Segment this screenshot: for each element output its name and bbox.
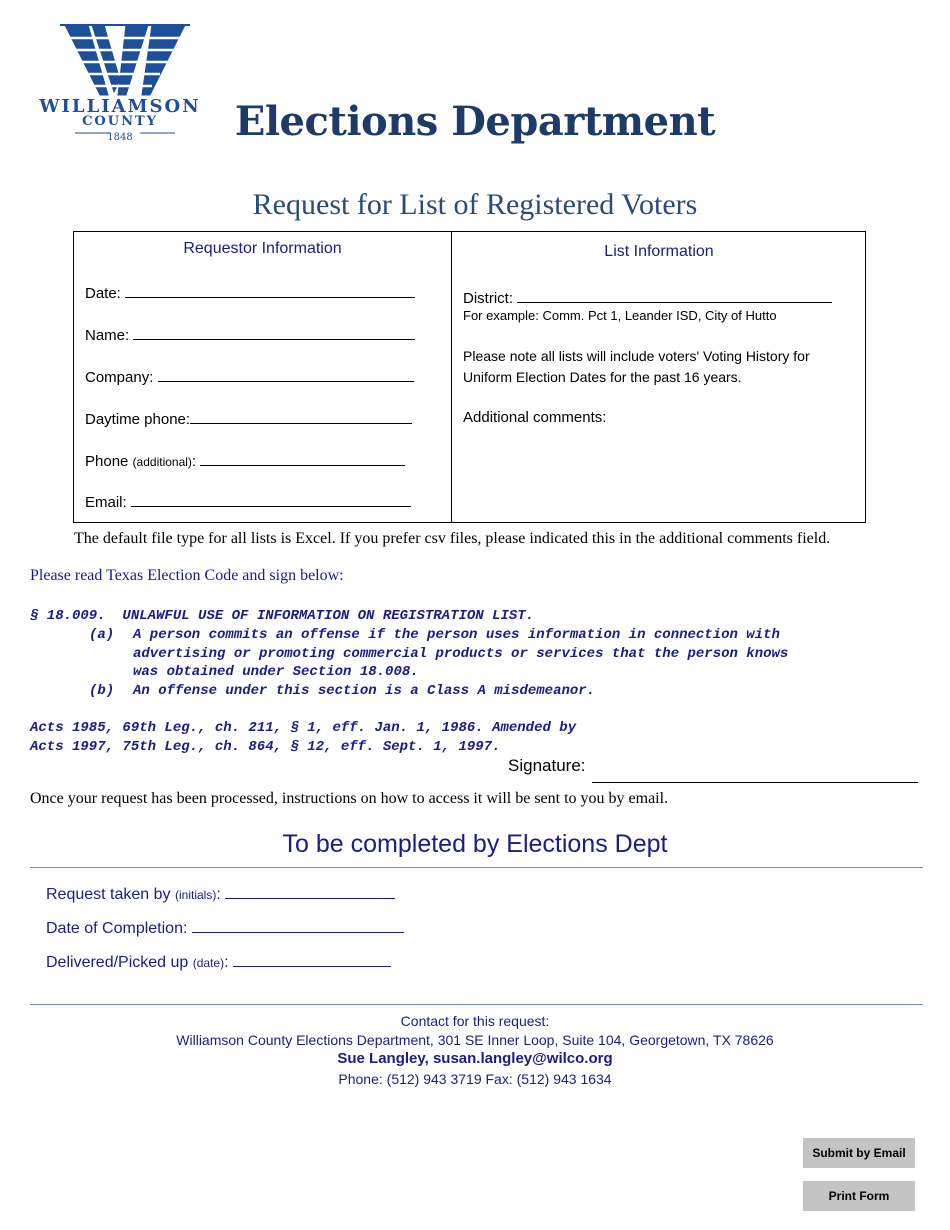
code-a-line1: A person commits an offense if the person uses information in connection with <box>133 627 780 643</box>
completion-date-field[interactable] <box>46 918 404 938</box>
page-title: Elections Department <box>234 98 716 145</box>
dept-section-heading: To be completed by Elections Dept <box>282 830 668 858</box>
company-label: Company: <box>85 369 154 386</box>
district-label: District: <box>463 290 513 307</box>
contact-address: Williamson County Elections Department, 301 SE Inner Loop, Suite 104, Georgetown, TX 78626 <box>176 1032 774 1048</box>
additional-phone-line[interactable] <box>200 451 405 466</box>
daytime-phone-field[interactable] <box>85 409 412 428</box>
request-taken-field[interactable] <box>46 884 395 904</box>
read-code-instruction: Please read Texas Election Code and sign below: <box>30 567 344 584</box>
district-field[interactable] <box>463 288 832 307</box>
email-line[interactable] <box>131 492 411 507</box>
additional-phone-field[interactable] <box>85 451 405 470</box>
phone-colon: : <box>191 453 197 470</box>
requestor-heading: Requestor Information <box>183 240 342 257</box>
daytime-phone-line[interactable] <box>190 409 412 424</box>
completion-date-label: Date of Completion: <box>46 920 188 937</box>
code-a-mark: (a) <box>89 627 115 643</box>
email-label: Email: <box>85 494 127 511</box>
name-label: Name: <box>85 327 130 344</box>
dept-top-divider <box>30 867 923 868</box>
logo-year: 1848 <box>107 132 133 143</box>
code-acts-line2: Acts 1997, 75th Leg., ch. 864, § 12, eff. Sept. 1, 1997. <box>30 739 501 755</box>
list-info-heading: List Information <box>604 243 714 260</box>
code-b-text: An offense under this section is a Class A misdemeanor. <box>133 683 596 699</box>
code-a-line3: was obtained under Section 18.008. <box>133 664 419 680</box>
default-file-note: The default file type for all lists is Excel. If you prefer csv files, please indicated this in the additional comments field. <box>74 530 831 547</box>
delivered-field[interactable] <box>46 952 391 972</box>
company-field[interactable] <box>85 367 414 386</box>
delivered-colon: : <box>224 954 229 971</box>
contact-person: Sue Langley, susan.langley@wilco.org <box>337 1050 613 1067</box>
logo-county: COUNTY <box>82 114 158 129</box>
delivered-qualifier: (date) <box>192 956 225 970</box>
date-line[interactable] <box>125 283 415 298</box>
delivered-line[interactable] <box>233 952 391 967</box>
district-line[interactable] <box>517 288 832 303</box>
request-taken-label: Request taken by <box>46 886 171 903</box>
processed-note: Once your request has been processed, instructions on how to access it will be sent to you by email. <box>30 790 669 807</box>
company-line[interactable] <box>158 367 414 382</box>
district-example: For example: Comm. Pct 1, Leander ISD, City of Hutto <box>463 308 777 323</box>
form-subtitle: Request for List of Registered Voters <box>252 188 698 221</box>
phone-label: Phone <box>85 453 129 470</box>
code-section-heading: § 18.009. UNLAWFUL USE OF INFORMATION ON REGISTRATION LIST. <box>30 608 535 624</box>
history-note-line2: Uniform Election Dates for the past 16 years. <box>463 369 742 385</box>
code-acts-line1: Acts 1985, 69th Leg., ch. 211, § 1, eff. Jan. 1, 1986. Amended by <box>30 720 577 736</box>
name-line[interactable] <box>133 325 415 340</box>
daytime-phone-label: Daytime phone: <box>85 411 191 428</box>
email-field[interactable] <box>85 492 411 511</box>
contact-phones: Phone: (512) 943 3719 Fax: (512) 943 1634 <box>338 1071 612 1087</box>
contact-divider <box>30 1004 923 1005</box>
phone-qualifier: (additional) <box>132 455 192 469</box>
request-taken-qualifier: (initials) <box>174 888 217 902</box>
code-a-line2: advertising or promoting commercial products or services that the person knows <box>133 646 789 662</box>
print-form-button[interactable]: Print Form <box>803 1181 915 1211</box>
history-note-line1: Please note all lists will include voters' Voting History for <box>463 348 810 364</box>
date-label: Date: <box>85 285 121 302</box>
delivered-label: Delivered/Picked up <box>46 954 189 971</box>
date-field[interactable] <box>85 283 415 302</box>
code-b-mark: (b) <box>89 683 115 699</box>
request-taken-colon: : <box>216 886 221 903</box>
additional-comments-label: Additional comments: <box>463 409 607 426</box>
request-taken-line[interactable] <box>225 884 395 899</box>
logo-name: WILLIAMSON <box>39 96 201 117</box>
additional-comments-area[interactable] <box>460 432 858 516</box>
info-table-divider <box>451 231 452 523</box>
name-field[interactable] <box>85 325 415 344</box>
submit-by-email-button[interactable]: Submit by Email <box>803 1138 915 1168</box>
contact-heading: Contact for this request: <box>400 1013 550 1029</box>
signature-label: Signature: <box>508 756 586 775</box>
signature-line[interactable] <box>592 782 918 783</box>
completion-date-line[interactable] <box>192 918 404 933</box>
